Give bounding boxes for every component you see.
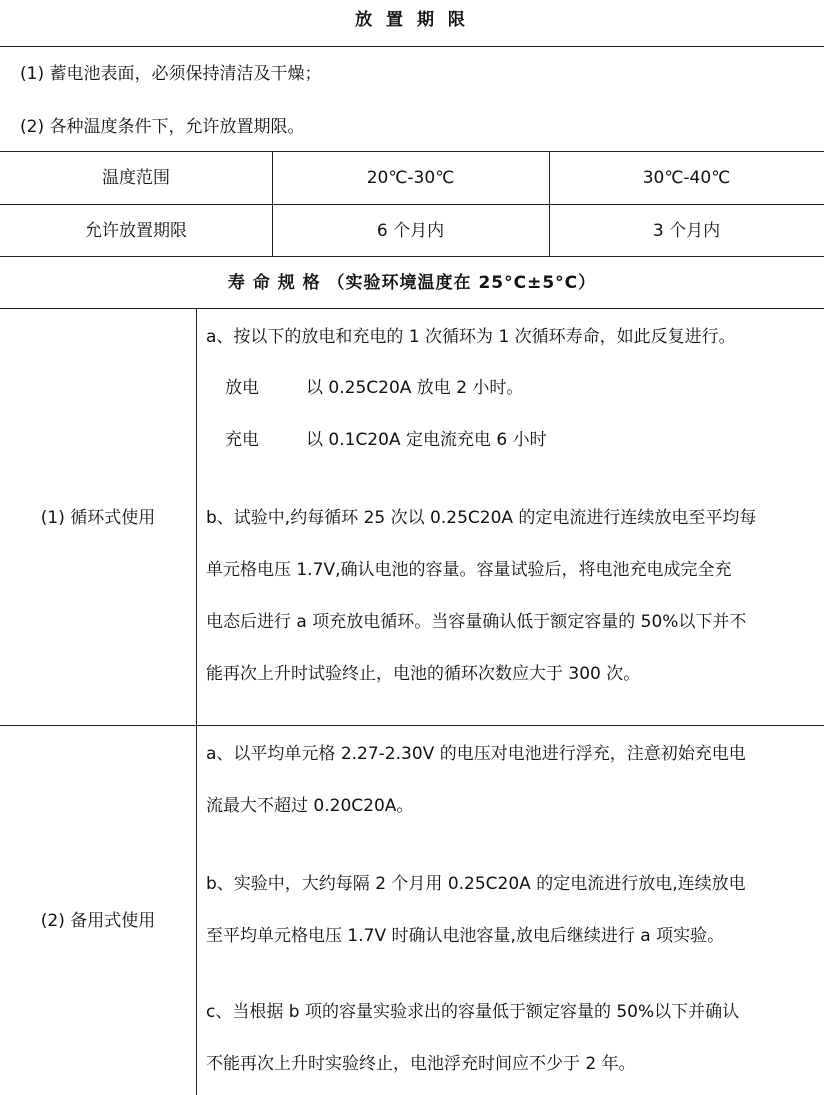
table-header-range-2: 30℃-40℃ <box>642 168 731 188</box>
storage-note-2: (2) 各种温度条件下，允许放置期限。 <box>20 117 305 137</box>
rule-below-title <box>0 46 824 47</box>
table-header-range-1: 20℃-30℃ <box>366 168 455 188</box>
standby-item-c-line: 不能再次上升时实验终止，电池浮充时间应不少于 2 年。 <box>206 1054 636 1074</box>
charge-label: 充电 <box>225 430 259 450</box>
table-header-temperature: 温度范围 <box>102 168 170 188</box>
rule-life-title-bottom <box>0 308 824 309</box>
rule-table-top <box>0 151 824 152</box>
cyclic-item-a: a、按以下的放电和充电的 1 次循环为 1 次循环寿命，如此反复进行。 <box>206 327 736 347</box>
cyclic-item-b-line: 能再次上升时试验终止，电池的循环次数应大于 300 次。 <box>206 664 641 684</box>
table-row-label: 允许放置期限 <box>85 221 187 241</box>
table-cell-period-1: 6 个月内 <box>376 221 445 241</box>
standby-item-c-line: c、当根据 b 项的容量实验求出的容量低于额定容量的 50%以下并确认 <box>206 1002 740 1022</box>
life-label-divider <box>196 308 197 1095</box>
rule-life-section-divider <box>0 725 824 726</box>
standby-item-a-line: a、以平均单元格 2.27-2.30V 的电压对电池进行浮充，注意初始充电电 <box>206 744 746 764</box>
standby-item-a-line: 流最大不超过 0.20C20A。 <box>206 796 414 816</box>
storage-note-1: (1) 蓄电池表面，必须保持清洁及干燥； <box>20 64 322 84</box>
cyclic-use-label: (1) 循环式使用 <box>40 508 156 528</box>
rule-table-mid <box>0 204 824 205</box>
life-title: 寿 命 规 格 （实验环境温度在 25°C±5°C） <box>227 273 597 293</box>
standby-item-b-line: b、实验中，大约每隔 2 个月用 0.25C20A 的定电流进行放电,连续放电 <box>206 874 746 894</box>
table-cell-period-2: 3 个月内 <box>652 221 721 241</box>
discharge-label: 放电 <box>225 378 259 398</box>
cyclic-item-b-line: 电态后进行 a 项充放电循环。当容量确认低于额定容量的 50%以下并不 <box>206 612 747 632</box>
cyclic-item-b-line: 单元格电压 1.7V,确认电池的容量。容量试验后，将电池充电成完全充 <box>206 560 732 580</box>
storage-title: 放 置 期 限 <box>355 10 469 30</box>
standby-use-label: (2) 备用式使用 <box>40 911 156 931</box>
rule-table-bottom <box>0 256 824 257</box>
standby-item-b-line: 至平均单元格电压 1.7V 时确认电池容量,放电后继续进行 a 项实验。 <box>206 926 725 946</box>
charge-text: 以 0.1C20A 定电流充电 6 小时 <box>306 430 547 450</box>
cyclic-item-b-line: b、试验中,约每循环 25 次以 0.25C20A 的定电流进行连续放电至平均每 <box>206 508 757 528</box>
discharge-text: 以 0.25C20A 放电 2 小时。 <box>306 378 524 398</box>
